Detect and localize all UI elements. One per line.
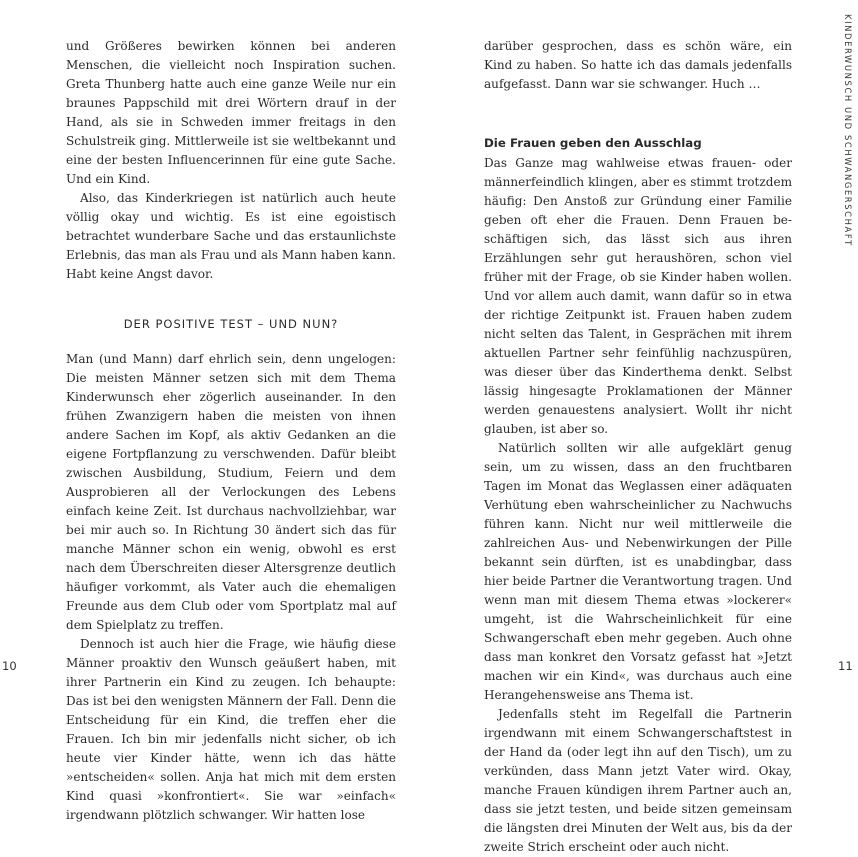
page-number-left: 10 xyxy=(2,659,17,673)
running-head: KINDERWUNSCH UND SCHWANGERSCHAFT xyxy=(843,14,853,247)
paragraph: Jedenfalls steht im Regelfall die Partnerin irgendwann mit einem Schwangerschaftstest in der Hand da (oder legt ihn auf den Tisch), um zu verkünden, dass Mann jetzt Vater wird. Okay, manche Frauen kündigen ihrem Partner auch an, dass sie jetzt testen, und beide sitzen gemeinsam die längsten drei Minuten der Welt aus, bis da der zweite Strich erscheint oder auch nicht. xyxy=(484,707,792,854)
paragraph: darüber gesprochen, dass es schön wäre, ein Kind zu haben. So hatte ich das damals jedenfalls aufgefasst. Dann war sie schwanger. Huch … xyxy=(484,39,792,91)
page-number-right: 11 xyxy=(838,659,853,673)
left-page-text xyxy=(66,37,396,825)
paragraph: Das Ganze mag wahlweise etwas frauen- oder männerfeindlich klingen, aber es stimmt trotzdem häufig: Den Anstoß zur Gründung einer Familie geben oft eher die Frauen. Denn Frauen beschäftigen sich, das lässt sich aus ihren Erzählungen sehr gut heraushören, schon viel früher mit der Frage, ob sie Kinder haben wollen. Und vor allem auch damit, wann dafür so in etwa der richtige Zeitpunkt ist. Frauen haben zudem nicht selten das Talent, in Gesprächen mit ihrem aktuellen Partner sehr feinfühlig nachzuspüren, was dieser über das Kinderthema denkt. Selbst lässig hingesagte Proklamationen der Männer werden genauestens analysiert. Wollt ihr nicht glauben, ist aber so. xyxy=(484,156,792,436)
paragraph: und Größeres bewirken können bei anderen Menschen, die vielleicht noch Inspiration suchen. Greta Thunberg hatte auch eine ganze Weile nur ein braunes Pappschild mit drei Wörtern drauf in der Hand, als sie in Schweden immer freitags in den Schulstreik ging. Mittlerweile ist sie weltbekannt und eine der besten Influencerinnen für eine gute Sache. Und ein Kind. xyxy=(66,39,396,186)
paragraph: Also, das Kinderkriegen ist natürlich auch heute völlig okay und wichtig. Es ist eine egoistisch betrachtet wunderbare Sache und das erstaunlichste Erlebnis, das man als Frau und als Mann haben kann. Habt keine Angst davor. xyxy=(66,191,396,281)
paragraph: Man (und Mann) darf ehrlich sein, denn ungelogen: Die meisten Männer setzen sich mit dem Thema Kinderwunsch eher zögerlich auseinander. In den frühen Zwanzigern haben die meisten von ihnen andere Sachen im Kopf, als aktiv Gedanken an die eigene Fortpflanzung zu verschwenden. Dafür bleibt zwischen Ausbildung, Studium, Feiern und dem Ausprobieren all der Verlockungen des Lebens einfach keine Zeit. Ist durchaus nachvollziehbar, war bei mir auch so. In Richtung 30 ändert sich das für manche Männer schon ein wenig, obwohl es erst nach dem Überschreiten dieser Altersgrenze deutlich häufiger vorkommt, als Vater auch die ehemaligen Freunde aus dem Club oder vom Sportplatz mal auf dem Spielplatz zu treffen. xyxy=(66,352,396,632)
section-heading: Die Frauen geben den Ausschlag xyxy=(484,136,702,150)
paragraph: Natürlich sollten wir alle aufgeklärt genug sein, um zu wissen, dass an den fruchtbaren Tagen im Monat das Weglassen einer adäquaten Verhütung eben wahrscheinlicher zu Nachwuchs führen kann. Nicht nur weil mittlerweile die zahlreichen Aus- und Nebenwirkungen der Pille bekannt sein dürften, ist es unabdingbar, dass hier beide Partner die Verantwortung tragen. Und wenn man mit diesem Thema etwas »lockerer« umgeht, ist die Wahrscheinlichkeit für eine Schwangerschaft eben mehr gegeben. Auch ohne dass man konkret den Vorsatz gefasst hat »Jetzt machen wir ein Kind«, was durchaus auch eine Herangehensweise ans Thema ist. xyxy=(484,441,792,702)
section-heading: DER POSITIVE TEST – UND NUN? xyxy=(123,317,339,331)
right-page-text xyxy=(484,37,792,857)
paragraph: Dennoch ist auch hier die Frage, wie häufig diese Männer proaktiv den Wunsch geäußert haben, mit ihrer Partnerin ein Kind zu zeugen. Ich behaupte: Das ist bei den wenigsten Männern der Fall. Denn die Entscheidung für ein Kind, die treffen eher die Frauen. Ich bin mir jedenfalls nicht sicher, ob ich heute vier Kinder hätte, wenn ich das hätte »entscheiden« sollen. Anja hat mich mit dem ersten Kind quasi »konfrontiert«. Sie war »einfach« irgendwann plötzlich schwanger. Wir hatten lose xyxy=(66,637,396,822)
